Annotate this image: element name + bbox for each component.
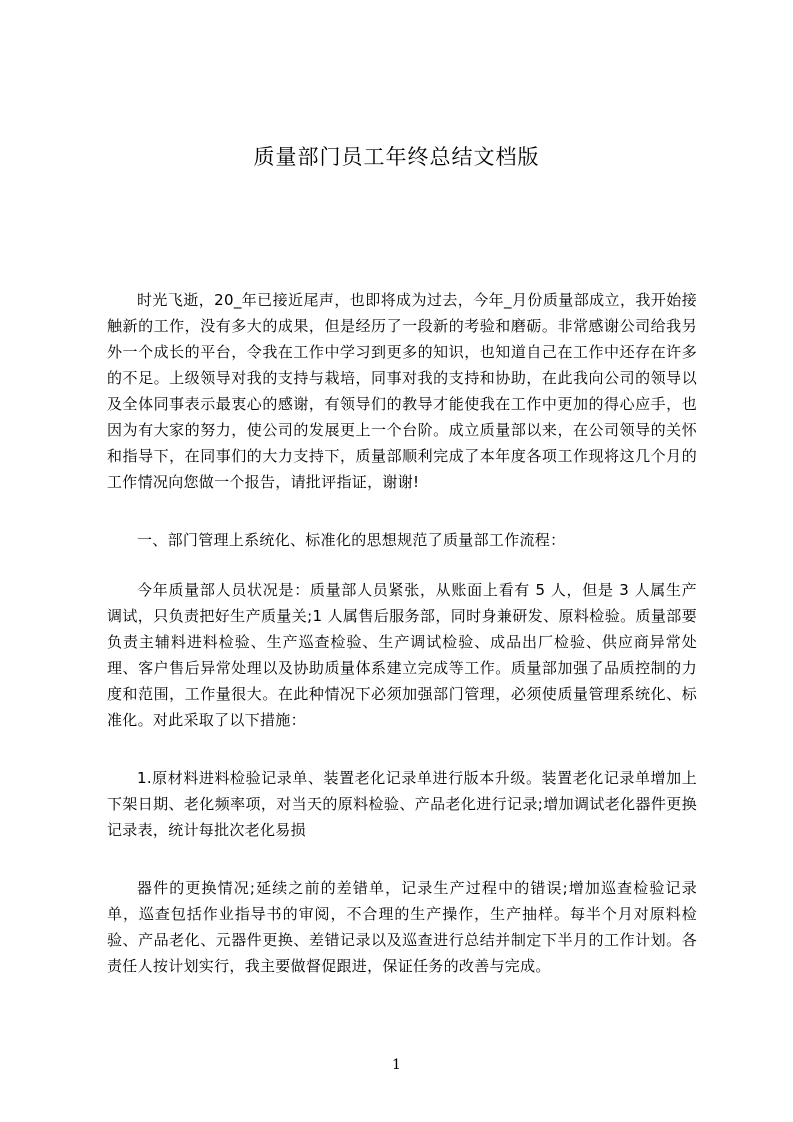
paragraph-intro: 时光飞逝，20_年已接近尾声，也即将成为过去，今年_月份质量部成立，我开始接触新的工作，没有多大的成果，但是经历了一段新的考验和磨砺。非常感谢公司给我另外一个成长的平台，令我在工作中学习到更多的知识，也知道自己在工作中还存在许多的不足。上级领导对我的支持与栽培，同事对我的支持和协助，在此我向公司的领导以及全体同事表示最衷心的感谢，有领导们的教导才能使我在工作中更加的得心应手，也因为有大家的努力，使公司的发展更上一个台阶。成立质量部以来，在公司领导的关怀和指导下，在同事们的大力支持下，质量部顺利完成了本年度各项工作现将这几个月的工作情况向您做一个报告，请批评指证，谢谢! [107, 291, 697, 491]
page-number: 1 [392, 1057, 401, 1073]
paragraph-measure-1-continued: 器件的更换情况;延续之前的差错单，记录生产过程中的错误;增加巡查检验记录单，巡查包括作业指导书的审阅，不合理的生产操作，生产抽样。每半个月对原料检验、产品老化、元器件更换、差错记录以及巡查进行总结并制定下半月的工作计划。各责任人按计划实行，我主要做督促跟进，保证任务的改善与完成。 [107, 879, 697, 975]
paragraph-staff-status: 今年质量部人员状况是：质量部人员紧张，从账面上看有 5 人，但是 3 人属生产调试，只负责把好生产质量关;1 人属售后服务部，同时身兼研发、原料检验。质量部要负责主辅料进料检验、生产巡查检验、生产调试检验、成品出厂检验、供应商异常处理、客户售后异常处理以及协助质量体系建立完成等工作。质量部加强了品质控制的力度和范围，工作量很大。在此种情况下必须加强部门管理，必须使质量管理系统化、标准化。对此采取了以下措施： [107, 581, 697, 729]
section-heading-1: 一、部门管理上系统化、标准化的思想规范了质量部工作流程： [137, 531, 566, 549]
document-title: 质量部门员工年终总结文档版 [253, 145, 540, 169]
paragraph-measure-1: 1.原材料进料检验记录单、装置老化记录单进行版本升级。装置老化记录单增加上下架日期、老化频率项，对当天的原料检验、产品老化进行记录;增加调试老化器件更换记录表，统计每批次老化易损 [107, 769, 697, 839]
